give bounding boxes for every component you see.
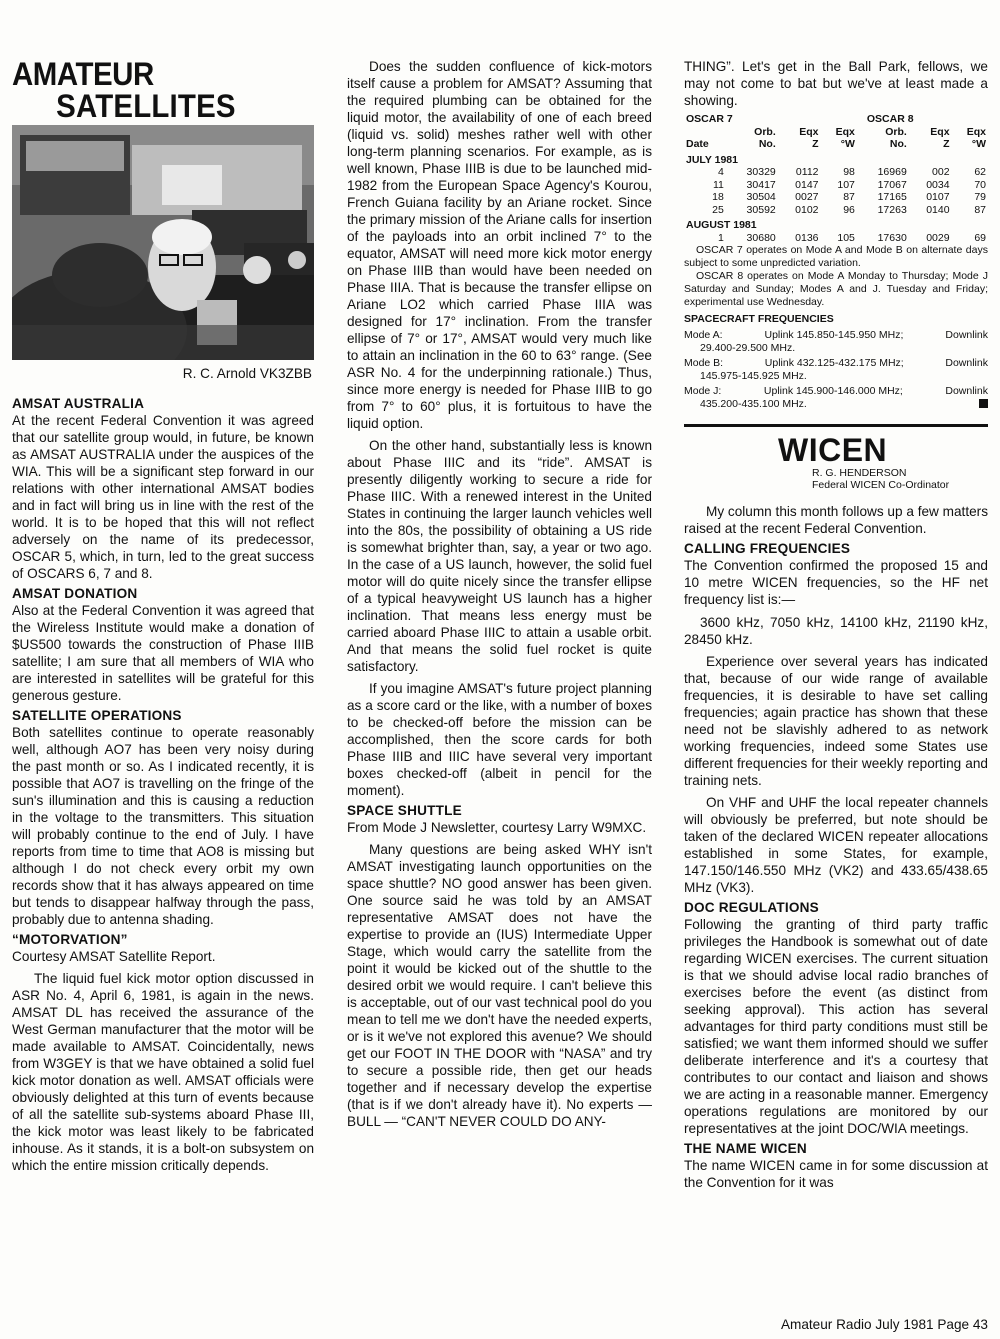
- column-header: Orb.: [885, 125, 907, 138]
- paragraph: Does the sudden confluence of kick-motors itself cause a problem for AMSAT? Assuming that the required plumbing can be obtained for the liquid motor, the availability of one of each breed (liquid vs. solid) meshes rather well with other long-term planning scenarios. For example, as is well known, Phase IIIB is due to be launched mid-1982 from the European Space Agency's Kourou, French Guiana facility by an Ariane rocket. Since the primary mission of the Ariane calls for insertion of the payloads into an orbit inclined 7° to the equator, AMSAT will need more kick motor energy on Phase IIIB than would have been needed on Phase IIIA. That is because the transfer ellipse on Ariane LO2 which carried Phase IIIA was designed for 17° inclination. From the transfer ellipse of 7° or 17°, AMSAT would very much like to attain an inclination in the 60 to 63° range. (See ASR No. 4 for the underpinning rationale.) Thus, since more energy is needed for Phase IIIB to go from 7° to 60° plus, it is fortuitous to have the liquid option.: [347, 59, 652, 431]
- mode-mode: Mode J:: [684, 385, 722, 397]
- end-mark: [979, 399, 988, 408]
- page-footer: Amateur Radio July 1981 Page 43: [780, 1317, 988, 1332]
- column-header: Orb.: [754, 125, 776, 138]
- table-row: [684, 191, 988, 204]
- table-cell: 11: [712, 178, 724, 191]
- column-header: Eqx: [966, 125, 986, 138]
- table-cell: 17263: [877, 203, 907, 216]
- table-cell: 87: [974, 203, 986, 216]
- table-cell: 30680: [746, 231, 776, 244]
- section-divider: [684, 424, 988, 427]
- table-cell: 17165: [877, 191, 907, 203]
- table-cell: 0034: [926, 178, 950, 191]
- table-cell: 30592: [746, 203, 776, 216]
- table-cell: 0112: [795, 166, 819, 178]
- paragraph: The Convention confirmed the proposed 15 and 10 metre WICEN frequencies, so the HF net frequency list is:—: [684, 558, 988, 607]
- orbit-table-head-row: [684, 126, 988, 139]
- table-cell: 17067: [877, 178, 907, 191]
- column-header: Eqx: [835, 125, 855, 138]
- mode-down: Downlink: [945, 329, 988, 341]
- table-cell: 16969: [877, 166, 907, 178]
- photo-illustration: [12, 125, 314, 360]
- paragraph: Many questions are being asked WHY isn't AMSAT investigating launch opportunities on the space shuttle? NO good answer has been given. One source said he was told by an AMSAT representative AMSAT does not have the expertise to provide an (IUS) Intermediate Upper Stage, which would carry the satellite from the point it would be kicked out of the shuttle to the desired orbit we would require. I can't believe this is acceptable, out of our vast technical pool do you mean to tell me we don't have the needed experts, or is it we've not explored this avenue? We should get our FOOT IN THE DOOR with “NASA” and try to secure a possible ride, then get our heads together and if necessary develop the expertise (that is if we don't already have it). No experts — BULL — “CAN'T NEVER COULD DO ANY-: [347, 842, 652, 1129]
- table-cell: 62: [974, 166, 986, 178]
- downlink-frequency: 145.975-145.925 MHz.: [700, 369, 807, 382]
- table-row: [684, 179, 988, 192]
- section-title-line1: AMATEUR: [12, 56, 154, 92]
- table-cell: 0136: [795, 231, 819, 244]
- table-cell: 107: [837, 178, 855, 191]
- spacecraft-heading: SPACECRAFT FREQUENCIES: [684, 313, 834, 325]
- table-row: [684, 232, 988, 245]
- section-title-line2: SATELLITES: [56, 88, 236, 124]
- paragraph: From Mode J Newsletter, courtesy Larry W9MXC.: [347, 820, 647, 835]
- mode-list: [684, 329, 988, 410]
- column-header: Date: [686, 138, 709, 150]
- table-cell: 17630: [877, 231, 907, 244]
- mode-down: Downlink: [945, 385, 988, 397]
- table-row: [684, 166, 988, 179]
- table-cell: 002: [932, 166, 950, 178]
- paragraph: Courtesy AMSAT Satellite Report.: [12, 949, 216, 964]
- table-cell: 70: [974, 178, 986, 191]
- mode-uplink: Uplink 145.900-146.000 MHz;: [763, 385, 903, 397]
- downlink-frequency: 435.200-435.100 MHz.: [700, 397, 807, 410]
- paragraph: On the other hand, substantially less is known about Phase IIIC and its “ride”. AMSAT is presently diligently working to secure a ride for Phase IIIC. With a renewed interest in the United States in continuing the larger launch vehicles well into the 80s, the possibility of obtaining a US ride is somewhat brighter than, say, a year or two ago. In the case of a US launch, however, the solid fuel motor will do quite nicely since the transfer ellipse of a typical heavyweight US launch has a higher inclination. That means less energy must be carried aboard Phase IIIC to attain a usable orbit. And that means the solid fuel rocket is quite satisfactory.: [347, 438, 652, 674]
- paragraph: At the recent Federal Convention it was agreed that our satellite group would, in future, be known as AMSAT AUSTRALIA under the auspices of the WIA. This will be a significant step forward in our relations with other international AMSAT bodies and in fact will bring us in line with the rest of the world. It is to be hoped that this will not reflect adversely on the name of its predecessor, OSCAR 5, which, in turn, led to the great success of OSCARS 6, 7 and 8.: [12, 413, 314, 581]
- table-cell: 0107: [926, 191, 950, 203]
- author-name: R. G. HENDERSON: [812, 467, 907, 479]
- paragraph: If you imagine AMSAT's future project planning as a score card or the like, with a number of boxes to be checked-off before the mission can be accomplished, then the score cards for both Phase IIIB and IIIC have several very important boxes checked-off (albeit in pencil for the moment).: [347, 681, 652, 798]
- orbit-table-head-row: [684, 138, 988, 151]
- column-header: No.: [758, 138, 776, 150]
- table-cell: 105: [837, 231, 855, 244]
- oscar-note: OSCAR 8 operates on Mode A Monday to Thursday; Mode J Saturday and Sunday; Modes A and J. Tuesday and Friday; experimental use Wednesday.: [684, 270, 988, 308]
- table-cell: 30504: [746, 191, 776, 203]
- mode-uplink: Uplink 432.125-432.175 MHz;: [764, 357, 904, 369]
- mode-down: Downlink: [945, 357, 988, 369]
- orbit-table: [684, 113, 988, 244]
- column-3: [684, 58, 988, 1191]
- section-heading: SPACE SHUTTLE: [347, 803, 462, 818]
- mode-mode: Mode B:: [684, 357, 724, 369]
- paragraph: Following the granting of third party traffic privileges the Handbook is somewhat out of date regarding WICEN exercises. The current situation is that we should advise local radio branches of exercises before the event (as distinct from seeking approval). This action has several advantages for third party conditions must still be satisfied; we want them informed should we suffer deliberate interference and it's a courtesy that contributes to our contact and liaison and shows we are acting in a reasonable manner. Emergency operations regulations are monitored by our representatives at the joint DOC/WIA meetings.: [684, 917, 988, 1136]
- column-header: Eqx: [930, 125, 950, 138]
- mode-line: [684, 357, 988, 370]
- mode-line: [684, 329, 988, 342]
- paragraph: Also at the Federal Convention it was agreed that the Wireless Institute would make a donation of $US500 towards the construction of Phase IIIB satellite; I am sure that all members of WIA who are interested in satellites will be grateful for this generous gesture.: [12, 603, 314, 703]
- oscar-note: OSCAR 7 operates on Mode A and Mode B on alternate days subject to some unpredicted variation.: [684, 244, 988, 269]
- table-cell: 1: [718, 231, 724, 244]
- table-row: [684, 204, 988, 217]
- mode-downlink-range: [700, 370, 988, 383]
- column-header: °W: [840, 138, 855, 150]
- downlink-frequency: 29.400-29.500 MHz.: [700, 341, 796, 354]
- column-header: °W: [971, 138, 986, 150]
- table-cell: 79: [974, 191, 986, 203]
- column-3-body: [684, 503, 988, 1191]
- column-header: Z: [943, 138, 950, 150]
- month-label: AUGUST 1981: [686, 219, 757, 231]
- table-cell: 0147: [795, 178, 819, 191]
- table-cell: 25: [712, 203, 724, 216]
- section-heading: SATELLITE OPERATIONS: [12, 708, 182, 723]
- table-cell: 0027: [795, 191, 819, 203]
- paragraph: My column this month follows up a few matters raised at the recent Federal Convention.: [684, 504, 988, 536]
- table-cell: 18: [712, 191, 724, 203]
- table-cell: 96: [843, 203, 855, 216]
- table-cell: 98: [843, 166, 855, 178]
- column-header: Eqx: [799, 125, 819, 138]
- section-heading: DOC REGULATIONS: [684, 900, 819, 915]
- frequency-list: 3600 kHz, 7050 kHz, 14100 kHz, 21190 kHz, 28450 kHz.: [684, 615, 988, 647]
- paragraph: The name WICEN came in for some discussion at the Convention for it was: [684, 1158, 988, 1190]
- table-cell: 0029: [926, 231, 950, 244]
- column-1-body: [12, 395, 314, 1174]
- month-label: JULY 1981: [686, 153, 738, 166]
- photo-caption: R. C. Arnold VK3ZBB: [182, 366, 312, 381]
- author-photo: [12, 125, 314, 360]
- table-cell: 30417: [746, 178, 776, 191]
- author-role: Federal WICEN Co-Ordinator: [812, 479, 950, 491]
- mode-downlink-range: [700, 398, 988, 411]
- table-cell: 4: [718, 166, 724, 178]
- table-cell: 0140: [926, 203, 950, 216]
- table-cell: 0102: [795, 203, 819, 216]
- section-heading: AMSAT AUSTRALIA: [12, 396, 145, 411]
- mode-downlink-range: [700, 342, 988, 355]
- section-heading: CALLING FREQUENCIES: [684, 541, 851, 556]
- column-header: No.: [889, 138, 907, 150]
- oscar7-header: OSCAR 7: [686, 113, 733, 125]
- table-cell: 30329: [746, 166, 776, 178]
- paragraph: On VHF and UHF the local repeater channels will obviously be preferred, but note should be taken of the declared WICEN repeater allocations established in some States, for example, 147.150/146.550 MHz (VK2) and 433.65/438.65 MHz (VK3).: [684, 795, 988, 895]
- orbit-rows-august: [684, 232, 988, 245]
- table-cell: 69: [974, 231, 986, 244]
- column-2-body: [347, 58, 652, 1130]
- column-header: Z: [812, 138, 819, 150]
- section-heading: “MOTORVATION”: [12, 932, 128, 947]
- wicen-title: WICEN: [778, 432, 888, 468]
- mode-mode: Mode A:: [684, 329, 723, 341]
- column-header: [684, 126, 726, 139]
- column-2: [347, 58, 652, 1130]
- oscar8-header: OSCAR 8: [866, 113, 914, 125]
- orbit-rows-july: [684, 166, 988, 216]
- paragraph: The liquid fuel kick motor option discussed in ASR No. 4, April 6, 1981, is again in the news. AMSAT DL has received the assurance of the West German manufacturer that the motor will be made available to AMSAT. Coincidentally, news from W3GEY is that we have obtained a solid fuel kick motor donation as well. AMSAT officials were obviously delighted at this turn of events because of all the satellite sub-systems aboard Phase III, the kick motor was least likely to be fabricated inhouse. As it stands, it is a bolt-on subsystem on which the entire mission critically depends.: [12, 971, 314, 1173]
- wicen-byline: [684, 467, 988, 491]
- section-heading: AMSAT DONATION: [12, 586, 138, 601]
- section-heading: THE NAME WICEN: [684, 1141, 807, 1156]
- paragraph: Both satellites continue to operate reasonably well, although AO7 has been very noisy during the past month or so. As I indicated recently, it is possible that AO7 is travelling on the fringe of the sun's illumination and this is causing a reduction in the voltage to the transmitters. This situation will probably continue to the end of July. I have reports from time to time that AO8 is missing but although I do not check every orbit my own records show that it has always appeared on time but tends to disappear halfway through the pass, probably due to antenna shading.: [12, 725, 314, 927]
- paragraph: Experience over several years has indicated that, because of our wide range of available frequencies, it is desirable to have set calling frequencies; again practice has shown that these need not be slavishly adhered to as network working frequencies, indeed some States use different frequencies for their weekly reporting and training nets.: [684, 654, 988, 788]
- column-3-intro: THING”. Let's get in the Ball Park, fellows, we may not come to bat but we've at least made a showing.: [684, 59, 988, 108]
- mode-uplink: Uplink 145.850-145.950 MHz;: [764, 329, 904, 341]
- table-cell: 87: [843, 191, 855, 203]
- column-1: [12, 58, 314, 1174]
- mode-line: [684, 385, 988, 398]
